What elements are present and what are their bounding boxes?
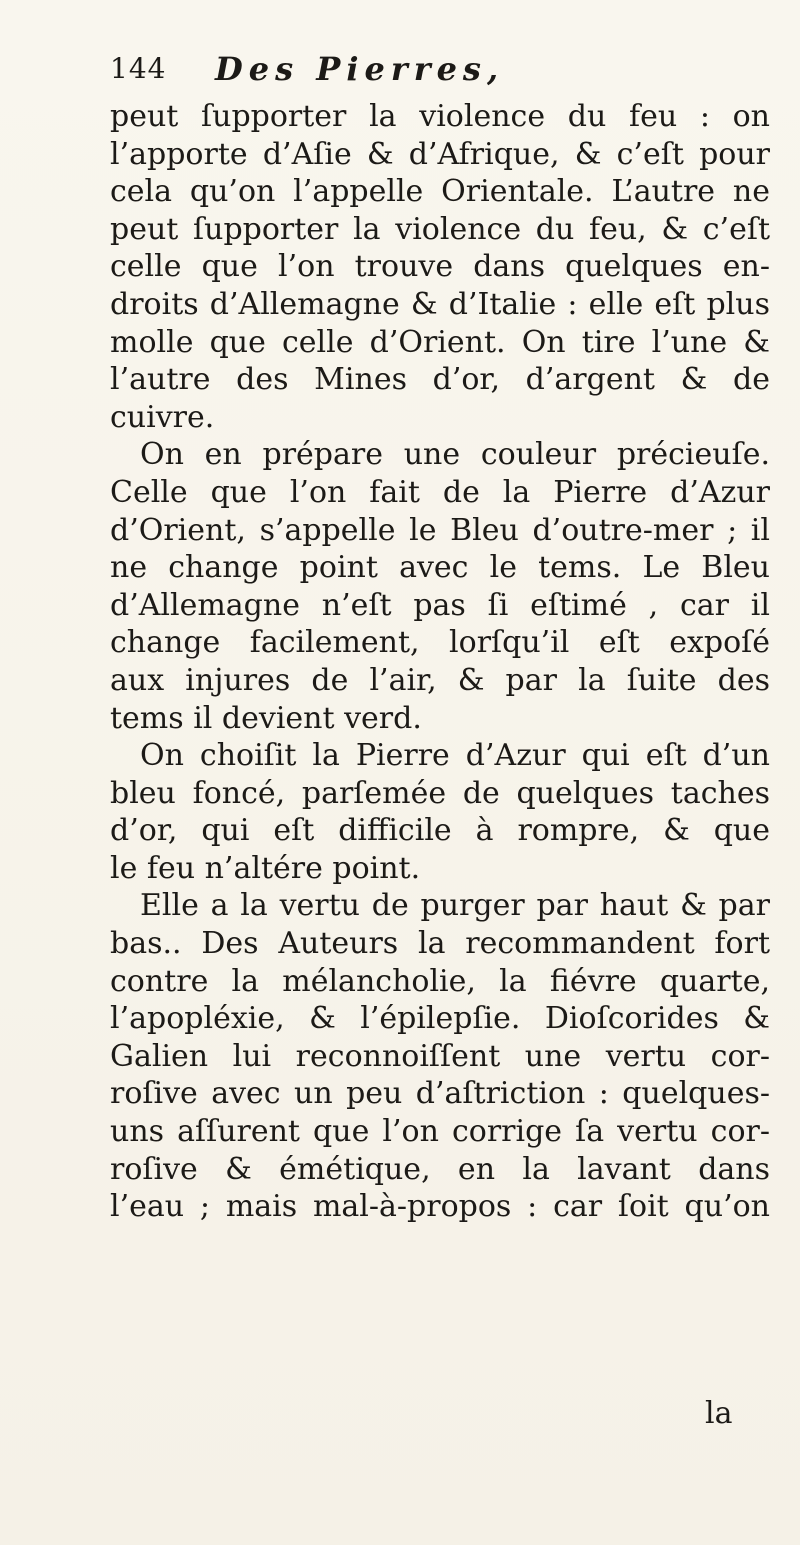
text-line: le feu n’altére point.	[110, 850, 421, 886]
text-line: Galien lui reconnoiſſent une vertu cor-	[110, 1038, 770, 1074]
running-title: Des Pierres,	[215, 50, 505, 88]
text-line: peut ſupporter la violence du feu, & c’eſt	[110, 211, 770, 247]
text-line: bas.. Des Auteurs la recommandent fort	[110, 926, 770, 962]
text-line: Elle a la vertu de purger par haut & par	[140, 888, 770, 924]
page-header	[110, 52, 770, 96]
text-line: roſive & émétique, en la lavant dans	[110, 1151, 770, 1187]
text-line: On en prépare une couleur précieuſe.	[140, 437, 770, 473]
page-number: 144	[110, 52, 167, 85]
catchword: la	[705, 1396, 733, 1431]
text-line: molle que celle d’Orient. On tire l’une &	[110, 324, 770, 360]
text-line: droits d’Allemagne & d’Italie : elle eſt plus	[110, 286, 770, 322]
text-line: aux injures de l’air, & par la ſuite des	[110, 662, 770, 698]
text-line: l’apporte d’Aſie & d’Afrique, & c’eſt pour	[110, 136, 770, 172]
text-line: cela qu’on l’appelle Orientale. L’autre ne	[110, 174, 770, 210]
text-line: d’or, qui eſt difficile à rompre, & que	[110, 813, 770, 849]
text-line: ne change point avec le tems. Le Bleu	[110, 550, 770, 586]
text-line: d’Allemagne n’eſt pas ſi eſtimé , car il	[110, 587, 770, 623]
text-line: Celle que l’on fait de la Pierre d’Azur	[110, 474, 770, 510]
text-line: l’eau ; mais mal-à-propos : car ſoit qu’on	[110, 1189, 770, 1225]
text-line: l’autre des Mines d’or, d’argent & de	[110, 362, 770, 398]
text-line: peut ſupporter la violence du feu : on	[110, 99, 770, 134]
body-text	[110, 98, 770, 1226]
text-line: roſive avec un peu d’aſtriction : quelques-	[110, 1076, 770, 1112]
text-line: celle que l’on trouve dans quelques en-	[110, 249, 770, 285]
text-line: change facilement, lorſqu’il eſt expoſé	[110, 625, 770, 661]
text-line: uns aſſurent que l’on corrige ſa vertu cor-	[110, 1114, 770, 1150]
text-line: bleu foncé, parſemée de quelques taches	[110, 775, 770, 811]
text-line: On choiſit la Pierre d’Azur qui eſt d’un	[140, 738, 770, 774]
text-line: d’Orient, s’appelle le Bleu d’outre-mer ; il	[110, 512, 770, 548]
text-line: cuivre.	[110, 399, 215, 435]
text-line: l’apopléxie, & l’épilepſie. Dioſcorides &	[110, 1001, 770, 1037]
text-line: tems il devient verd.	[110, 700, 422, 736]
text-line: contre la mélancholie, la fiévre quarte,	[110, 963, 770, 999]
